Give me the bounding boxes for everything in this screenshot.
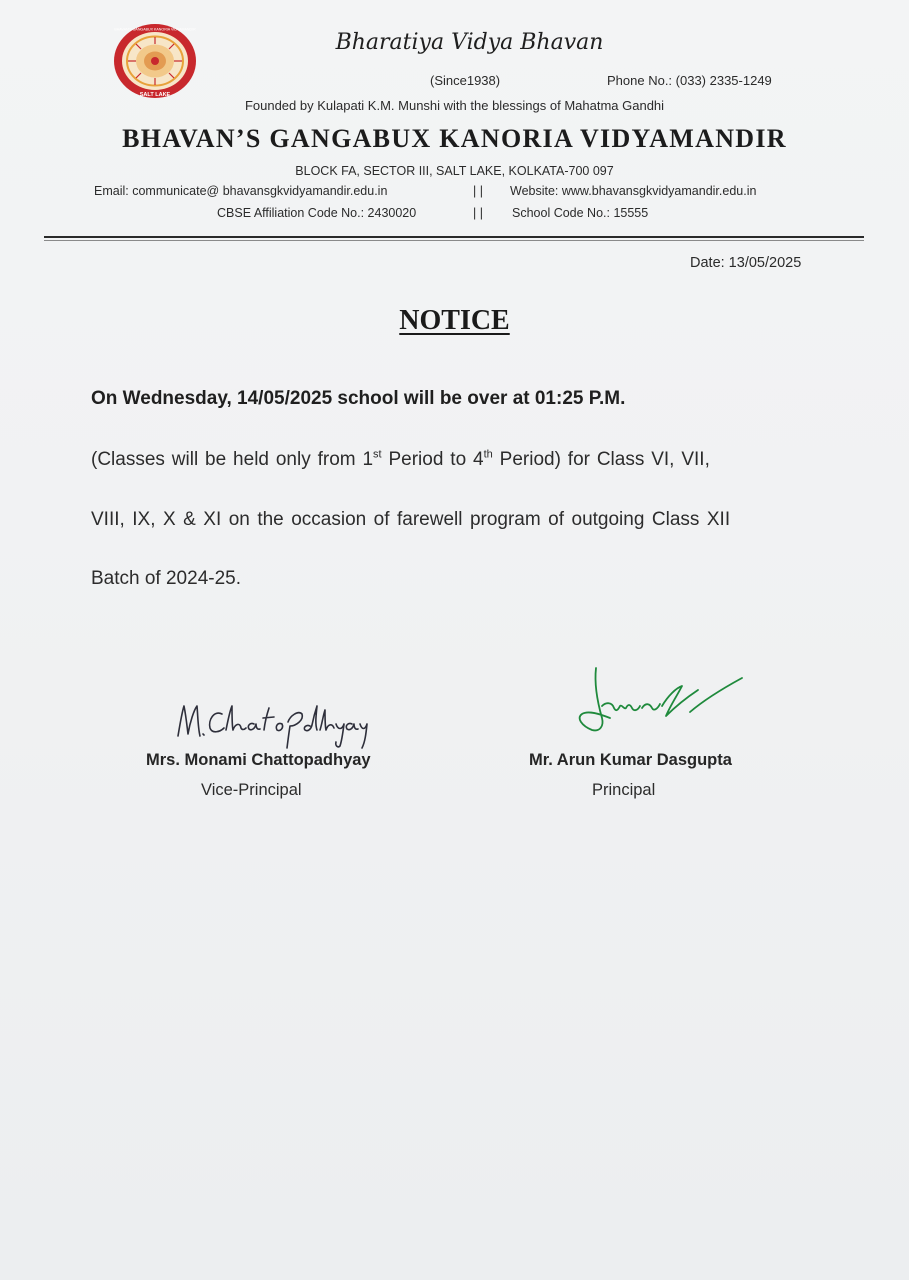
cbse-affiliation-code: CBSE Affiliation Code No.: 2430020 <box>217 206 417 220</box>
school-email: Email: communicate@ bhavansgkvidyamandir.edu.in <box>94 184 388 198</box>
logo-bottom-text: SALT LAKE <box>139 92 171 98</box>
vice-principal-name: Mrs. Monami Chattopadhyay <box>146 751 371 769</box>
principal-title: Principal <box>592 781 656 799</box>
since-year: (Since1938) <box>430 73 501 88</box>
school-name: BHAVAN’S GANGABUX KANORIA VIDYAMANDIR <box>122 124 787 153</box>
principal-signature <box>558 660 748 746</box>
phone-number: Phone No.: (033) 2335-1249 <box>607 73 772 88</box>
notice-headline: On Wednesday, 14/05/2025 school will be over at 01:25 P.M. <box>91 388 626 409</box>
header-divider <box>44 236 864 238</box>
separator: | | <box>473 206 483 220</box>
trust-name: Bharatiya Vidya Bhavan <box>335 30 604 55</box>
school-address: BLOCK FA, SECTOR III, SALT LAKE, KOLKATA-700 097 <box>295 164 614 178</box>
school-code: School Code No.: 15555 <box>512 206 649 220</box>
logo-ring-text: BHAVAN'S GANGABUX KANORIA VIDYAMANDIR <box>114 27 196 32</box>
notice-body-line: (Classes will be held only from 1st Period to 4th Period) for Class VI, VII, <box>91 448 710 470</box>
header-divider-thin <box>44 240 864 241</box>
notice-body-line: Batch of 2024-25. <box>91 568 241 589</box>
notice-body-line: VIII, IX, X & XI on the occasion of farewell program of outgoing Class XII <box>91 509 731 530</box>
notice-title: NOTICE <box>399 305 510 336</box>
vice-principal-signature <box>170 696 370 752</box>
separator: | | <box>473 184 483 198</box>
founded-line: Founded by Kulapati K.M. Munshi with the blessings of Mahatma Gandhi <box>244 98 665 113</box>
vice-principal-title: Vice-Principal <box>201 781 302 799</box>
principal-name: Mr. Arun Kumar Dasgupta <box>529 751 732 769</box>
notice-date: Date: 13/05/2025 <box>690 255 802 271</box>
school-website: Website: www.bhavansgkvidyamandir.edu.in <box>510 184 757 198</box>
